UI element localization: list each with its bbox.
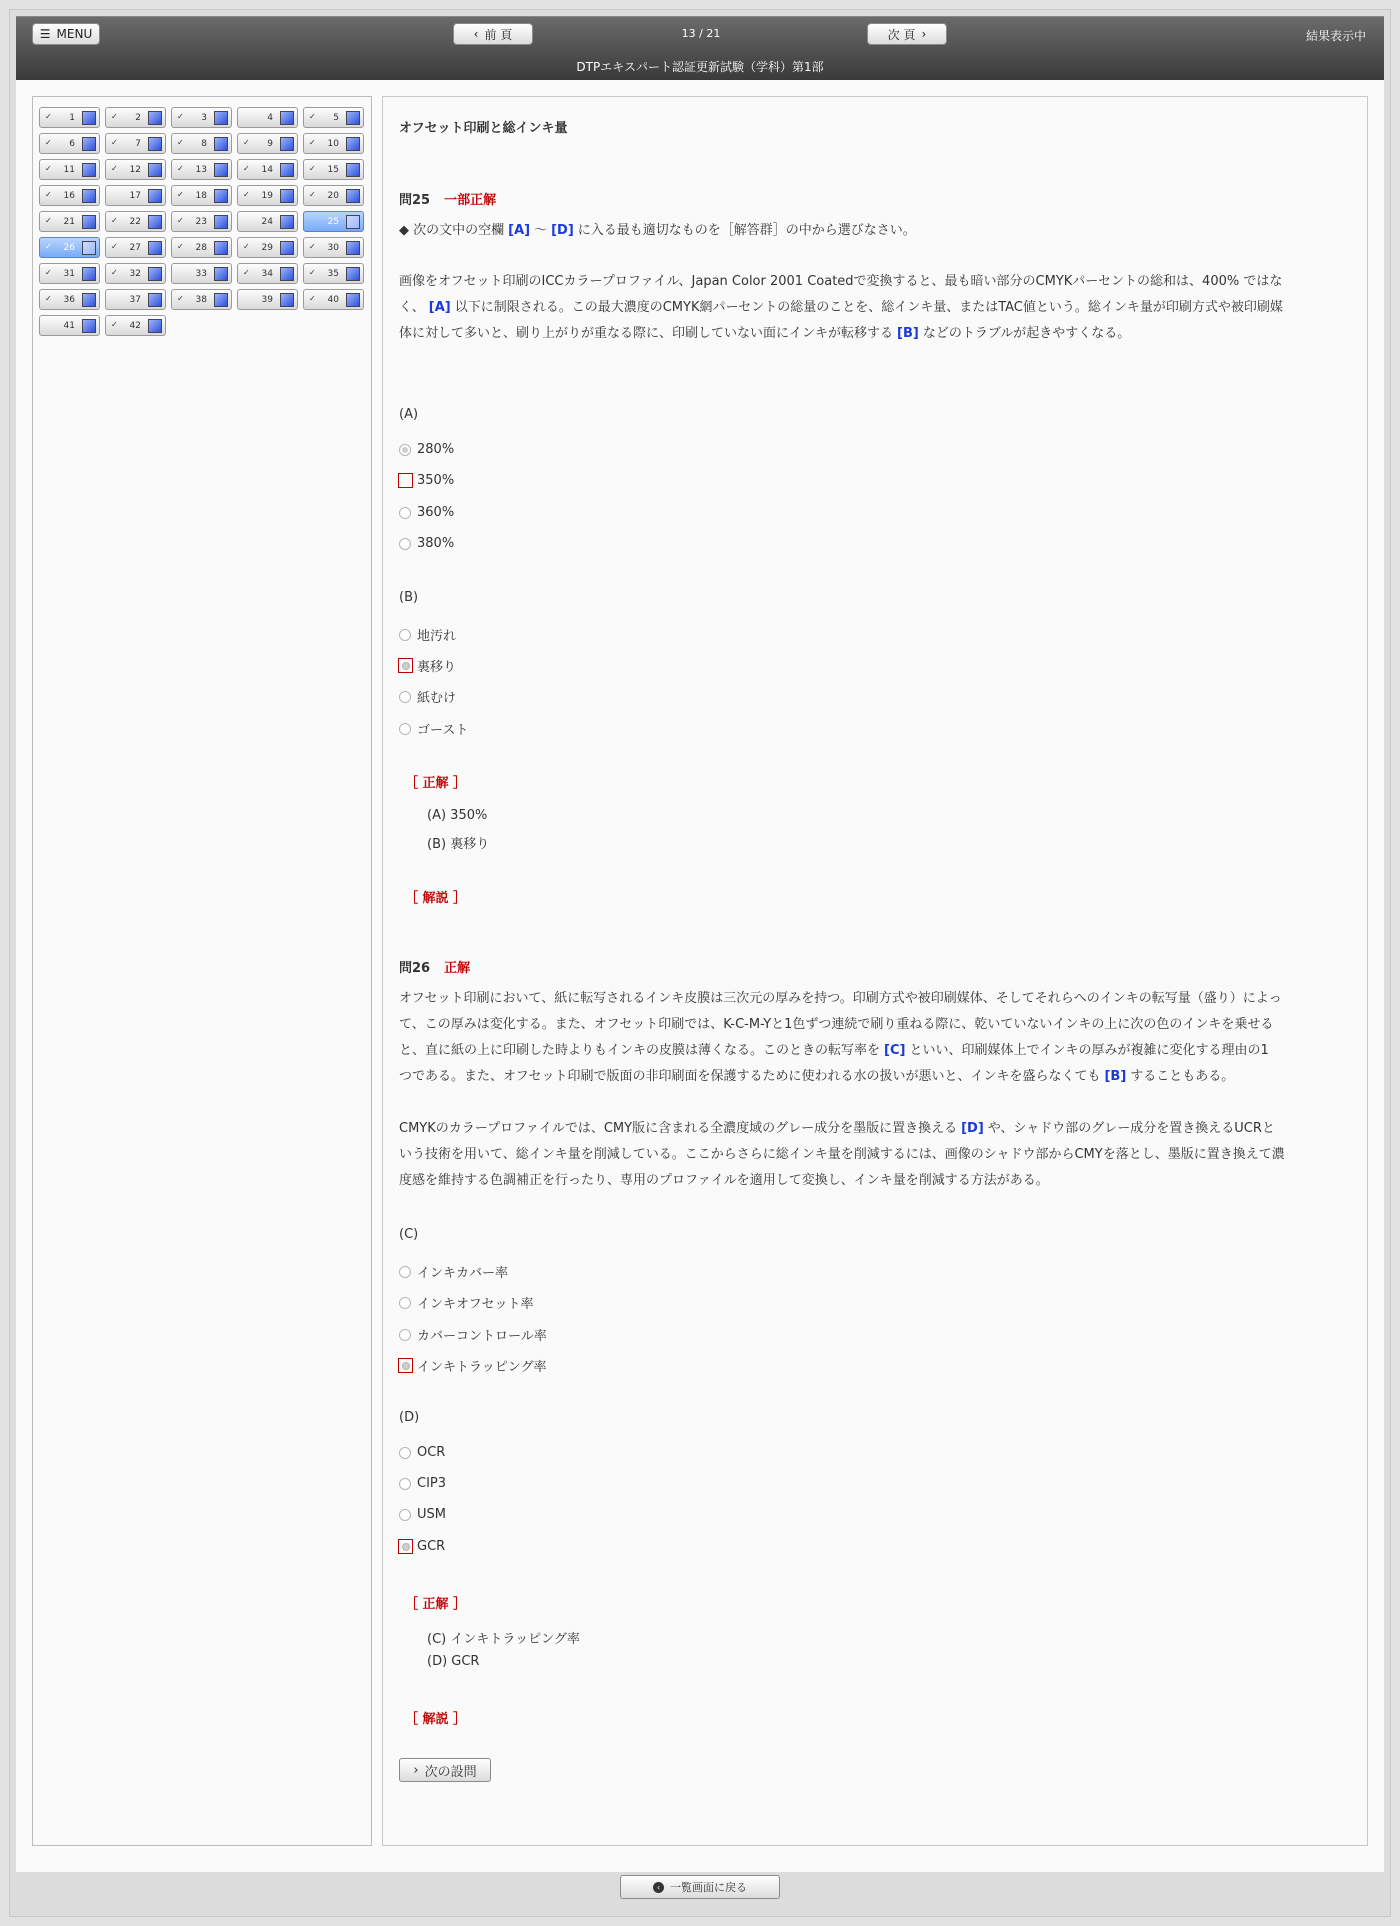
hamburger-icon: ☰ <box>39 27 51 41</box>
prev-page-button[interactable]: ‹ 前 頁 <box>453 23 533 45</box>
question-number: 29 <box>261 243 273 253</box>
status-square-icon <box>280 293 294 307</box>
question-number: 4 <box>267 113 273 123</box>
status-square-icon <box>82 293 96 307</box>
content-area <box>16 80 1384 1872</box>
group-d-label: (D) <box>399 1410 420 1425</box>
status-square-icon <box>82 163 96 177</box>
status-square-icon <box>346 267 360 281</box>
check-icon: ✓ <box>45 216 52 225</box>
question-button-34[interactable] <box>237 263 298 284</box>
check-icon: ✓ <box>45 268 52 277</box>
question-number: 10 <box>327 139 339 149</box>
status-square-icon <box>148 163 162 177</box>
question-number: 25 <box>327 217 339 227</box>
check-icon: ✓ <box>177 294 184 303</box>
question-grid <box>39 107 369 336</box>
status-square-icon <box>280 189 294 203</box>
check-icon: ✓ <box>177 216 184 225</box>
question-number: 34 <box>261 269 273 279</box>
question-button-11[interactable] <box>39 159 100 180</box>
correct-marker-icon <box>398 1358 413 1373</box>
correct-marker-icon <box>398 473 413 488</box>
status-square-icon <box>82 267 96 281</box>
status-square-icon <box>82 111 96 125</box>
check-icon: ✓ <box>309 112 316 121</box>
check-icon: ✓ <box>111 164 118 173</box>
menu-button[interactable]: ☰ MENU <box>32 23 100 45</box>
question-button-29[interactable] <box>237 237 298 258</box>
check-icon: ✓ <box>177 242 184 251</box>
status-square-icon <box>214 189 228 203</box>
check-icon: ✓ <box>309 190 316 199</box>
option-c-3[interactable]: カバーコントロール率 <box>399 1325 547 1344</box>
back-arrow-icon: ‹ <box>653 1882 664 1893</box>
result-status: 結果表示中 <box>1305 29 1366 43</box>
option-b-3[interactable]: 紙むけ <box>399 687 456 706</box>
question-button-42[interactable] <box>105 315 166 336</box>
status-square-icon <box>148 189 162 203</box>
check-icon: ✓ <box>111 242 118 251</box>
question-button-23[interactable] <box>171 211 232 232</box>
q25-header: 問25 一部正解 <box>399 193 497 208</box>
question-button-7[interactable] <box>105 133 166 154</box>
option-a-3[interactable]: 360% <box>399 505 454 520</box>
option-d-3[interactable]: USM <box>399 1507 446 1522</box>
question-button-25[interactable] <box>303 211 364 232</box>
status-square-icon <box>346 215 360 229</box>
status-square-icon <box>148 215 162 229</box>
correct-marker-icon <box>398 1539 413 1554</box>
question-number: 16 <box>63 191 75 201</box>
check-icon: ✓ <box>111 112 118 121</box>
exam-title: DTPエキスパート認証更新試験（学科）第1部 <box>576 60 824 74</box>
question-number: 22 <box>129 217 141 227</box>
option-d-4[interactable]: GCR <box>399 1539 445 1554</box>
header-bar <box>16 16 1384 80</box>
question-number: 1 <box>69 113 75 123</box>
radio-icon <box>399 629 411 641</box>
status-square-icon <box>148 241 162 255</box>
status-square-icon <box>214 293 228 307</box>
question-button-15[interactable] <box>303 159 364 180</box>
option-a-2[interactable]: 350% <box>399 473 454 488</box>
q25-explain-heading: ［ 解説 ］ <box>405 891 467 906</box>
question-button-6[interactable] <box>39 133 100 154</box>
radio-icon <box>399 1447 411 1459</box>
option-b-4[interactable]: ゴースト <box>399 719 468 738</box>
q26-header: 問26 正解 <box>399 961 471 976</box>
question-button-37[interactable] <box>105 289 166 310</box>
question-number: 28 <box>195 243 207 253</box>
question-number: 38 <box>195 295 207 305</box>
question-button-18[interactable] <box>171 185 232 206</box>
question-number: 39 <box>261 295 273 305</box>
question-button-26[interactable] <box>39 237 100 258</box>
q25-correct-heading: ［ 正解 ］ <box>405 776 467 791</box>
check-icon: ✓ <box>45 164 52 173</box>
option-d-1[interactable]: OCR <box>399 1445 445 1460</box>
check-icon: ✓ <box>177 164 184 173</box>
question-button-16[interactable] <box>39 185 100 206</box>
q25-body: 画像をオフセット印刷のICCカラープロファイル、Japan Color 2001 Coatedで変換すると、最も暗い部分のCMYKパーセントの総和は、400% ではな く、 [A] 以下に制限される。この最大濃度のCMYK網パーセントの総量のことを、総インキ量、またはTAC値という。総インキ量が印刷方式や被印刷媒 体に対して多いと、刷り上がりが重なる際に、印刷していない面にインキが転移する [B] などのトラブルが起きやすくなる。 <box>399 274 1283 341</box>
radio-icon <box>399 1297 411 1309</box>
question-number: 15 <box>327 165 339 175</box>
question-button-5[interactable] <box>303 107 364 128</box>
status-square-icon <box>346 163 360 177</box>
question-button-4[interactable] <box>237 107 298 128</box>
status-square-icon <box>82 319 96 333</box>
question-button-30[interactable] <box>303 237 364 258</box>
question-number: 3 <box>201 113 207 123</box>
status-square-icon <box>346 111 360 125</box>
question-button-3[interactable] <box>171 107 232 128</box>
question-number: 32 <box>129 269 141 279</box>
status-square-icon <box>148 293 162 307</box>
question-number: 41 <box>63 321 75 331</box>
question-button-22[interactable] <box>105 211 166 232</box>
question-number: 40 <box>327 295 339 305</box>
radio-icon <box>399 507 411 519</box>
question-number: 27 <box>129 243 141 253</box>
status-square-icon <box>214 215 228 229</box>
radio-icon <box>399 691 411 703</box>
question-button-36[interactable] <box>39 289 100 310</box>
question-number: 37 <box>129 295 141 305</box>
check-icon: ✓ <box>243 268 250 277</box>
question-number: 23 <box>195 217 207 227</box>
question-button-32[interactable] <box>105 263 166 284</box>
check-icon: ✓ <box>309 164 316 173</box>
status-square-icon <box>280 267 294 281</box>
option-c-2[interactable]: インキオフセット率 <box>399 1293 533 1312</box>
question-number: 19 <box>261 191 273 201</box>
check-icon: ✓ <box>243 242 250 251</box>
status-square-icon <box>346 293 360 307</box>
check-icon: ✓ <box>45 190 52 199</box>
status-square-icon <box>346 137 360 151</box>
status-square-icon <box>214 163 228 177</box>
option-c-1[interactable]: インキカバー率 <box>399 1262 508 1281</box>
check-icon: ✓ <box>111 268 118 277</box>
check-icon: ✓ <box>309 138 316 147</box>
question-number: 21 <box>63 217 75 227</box>
question-panel <box>382 96 1368 1846</box>
question-number: 17 <box>129 191 141 201</box>
q26-correct-c: (C) インキトラッピング率 <box>427 1632 580 1647</box>
next-question-button[interactable]: › 次の設問 <box>399 1758 491 1782</box>
back-to-list-button[interactable]: ‹ 一覧画面に戻る <box>620 1875 780 1899</box>
question-button-12[interactable] <box>105 159 166 180</box>
question-number: 14 <box>261 165 273 175</box>
check-icon: ✓ <box>111 138 118 147</box>
question-number: 11 <box>63 165 75 175</box>
question-number: 31 <box>63 269 75 279</box>
check-icon: ✓ <box>177 138 184 147</box>
question-button-13[interactable] <box>171 159 232 180</box>
question-number: 9 <box>267 139 273 149</box>
q25-correct-b: (B) 裏移り <box>427 837 490 852</box>
check-icon: ✓ <box>45 138 52 147</box>
question-button-24[interactable] <box>237 211 298 232</box>
q26-correct-heading: ［ 正解 ］ <box>405 1597 467 1612</box>
question-button-27[interactable] <box>105 237 166 258</box>
question-number: 35 <box>327 269 339 279</box>
radio-icon <box>399 538 411 550</box>
check-icon: ✓ <box>177 112 184 121</box>
question-button-39[interactable] <box>237 289 298 310</box>
radio-icon <box>399 444 411 456</box>
status-square-icon <box>280 215 294 229</box>
group-c-label: (C) <box>399 1227 419 1242</box>
question-button-1[interactable] <box>39 107 100 128</box>
question-button-40[interactable] <box>303 289 364 310</box>
question-button-31[interactable] <box>39 263 100 284</box>
question-button-10[interactable] <box>303 133 364 154</box>
radio-icon <box>399 1509 411 1521</box>
option-c-4[interactable]: インキトラッピング率 <box>399 1356 546 1375</box>
question-number: 2 <box>135 113 141 123</box>
question-number: 33 <box>195 269 207 279</box>
q26-correct-d: (D) GCR <box>427 1654 480 1669</box>
question-button-21[interactable] <box>39 211 100 232</box>
question-number: 20 <box>327 191 339 201</box>
question-button-41[interactable] <box>39 315 100 336</box>
question-button-38[interactable] <box>171 289 232 310</box>
chevron-right-icon: › <box>413 1762 419 1778</box>
question-button-35[interactable] <box>303 263 364 284</box>
page-indicator: 13 / 21 <box>681 27 721 40</box>
status-square-icon <box>214 241 228 255</box>
status-square-icon <box>148 137 162 151</box>
q25-result: 一部正解 <box>444 193 497 208</box>
question-button-9[interactable] <box>237 133 298 154</box>
question-number: 26 <box>63 243 75 253</box>
status-square-icon <box>148 319 162 333</box>
status-square-icon <box>82 241 96 255</box>
question-number: 12 <box>129 165 141 175</box>
chevron-left-icon: ‹ <box>473 27 479 41</box>
status-square-icon <box>280 163 294 177</box>
status-square-icon <box>82 189 96 203</box>
question-button-33[interactable] <box>171 263 232 284</box>
radio-icon <box>399 723 411 735</box>
question-number: 7 <box>135 139 141 149</box>
q26-result: 正解 <box>444 961 471 976</box>
status-square-icon <box>82 137 96 151</box>
status-square-icon <box>214 267 228 281</box>
question-number: 42 <box>129 321 141 331</box>
option-d-2[interactable]: CIP3 <box>399 1476 446 1491</box>
status-square-icon <box>148 267 162 281</box>
option-b-1[interactable]: 地汚れ <box>399 625 456 644</box>
question-button-2[interactable] <box>105 107 166 128</box>
check-icon: ✓ <box>243 164 250 173</box>
status-square-icon <box>214 137 228 151</box>
q25-correct-a: (A) 350% <box>427 808 488 823</box>
option-a-1[interactable]: 280% <box>399 442 454 457</box>
check-icon: ✓ <box>309 294 316 303</box>
q26-paragraph-1: オフセット印刷において、紙に転写されるインキ皮膜は三次元の厚みを持つ。印刷方式や被印刷媒体、そしてそれらへのインキの転写量（盛り）によっ て、この厚みは変化する。また、オフセット印刷では、K-C-M-Yと1色ずつ連続で刷り重ねる際に、乾いていないインキの上に次の色のインキを乗せる と、直に紙の上に印刷した時よりもインキの皮膜は薄くなる。このときの転写率を [C] といい、印刷媒体上でインキの厚みが複雑に変化する理由の1 つである。また、オフセット印刷で版面の非印刷面を保護するために使われる水の扱いが悪いと、インキを盛らなくても [B] することもある。 <box>399 991 1282 1084</box>
question-button-14[interactable] <box>237 159 298 180</box>
q26-explain-heading: ［ 解説 ］ <box>405 1712 467 1727</box>
correct-marker-icon <box>398 658 413 673</box>
check-icon: ✓ <box>45 112 52 121</box>
option-b-2[interactable]: 裏移り <box>399 656 456 675</box>
question-button-17[interactable] <box>105 185 166 206</box>
radio-icon <box>399 1266 411 1278</box>
question-number: 8 <box>201 139 207 149</box>
check-icon: ✓ <box>45 242 52 251</box>
q26-paragraph-2: CMYKのカラープロファイルでは、CMY版に含まれる全濃度域のグレー成分を墨版に置き換える [D] や、シャドウ部のグレー成分を置き換えるUCRと いう技術を用いて、総インキ量を削減している。ここからさらに総インキ量を削減するには、画像のシャドウ部からCMYを落とし、墨版に置き換えて濃 度感を維持する色調補正を行ったり、専用のプロファイルを適用して変換し、インキ量を削減する方法がある。 <box>399 1121 1285 1188</box>
question-button-28[interactable] <box>171 237 232 258</box>
q25-instruction: ◆ 次の文中の空欄 [A] 〜 [D] に入る最も適切なものを［解答群］の中から選びなさい。 <box>399 223 916 238</box>
check-icon: ✓ <box>243 190 250 199</box>
group-a-label: (A) <box>399 407 419 422</box>
section-title: オフセット印刷と総インキ量 <box>399 121 568 136</box>
status-square-icon <box>346 189 360 203</box>
status-square-icon <box>280 111 294 125</box>
check-icon: ✓ <box>45 294 52 303</box>
status-square-icon <box>280 137 294 151</box>
radio-icon <box>399 1329 411 1341</box>
status-square-icon <box>82 215 96 229</box>
status-square-icon <box>214 111 228 125</box>
question-number: 30 <box>327 243 339 253</box>
status-square-icon <box>346 241 360 255</box>
check-icon: ✓ <box>177 190 184 199</box>
question-number: 5 <box>333 113 339 123</box>
question-number: 36 <box>63 295 75 305</box>
radio-icon <box>399 1478 411 1490</box>
chevron-right-icon: › <box>921 27 927 41</box>
next-page-button[interactable]: 次 頁 › <box>867 23 947 45</box>
question-number: 18 <box>195 191 207 201</box>
status-square-icon <box>280 241 294 255</box>
group-b-label: (B) <box>399 590 419 605</box>
check-icon: ✓ <box>309 268 316 277</box>
status-square-icon <box>148 111 162 125</box>
question-number: 13 <box>195 165 207 175</box>
question-number: 24 <box>261 217 273 227</box>
question-button-8[interactable] <box>171 133 232 154</box>
check-icon: ✓ <box>309 242 316 251</box>
check-icon: ✓ <box>111 320 118 329</box>
check-icon: ✓ <box>111 216 118 225</box>
question-navigator <box>32 96 372 1846</box>
option-a-4[interactable]: 380% <box>399 536 454 551</box>
question-button-19[interactable] <box>237 185 298 206</box>
question-button-20[interactable] <box>303 185 364 206</box>
check-icon: ✓ <box>243 138 250 147</box>
question-number: 6 <box>69 139 75 149</box>
